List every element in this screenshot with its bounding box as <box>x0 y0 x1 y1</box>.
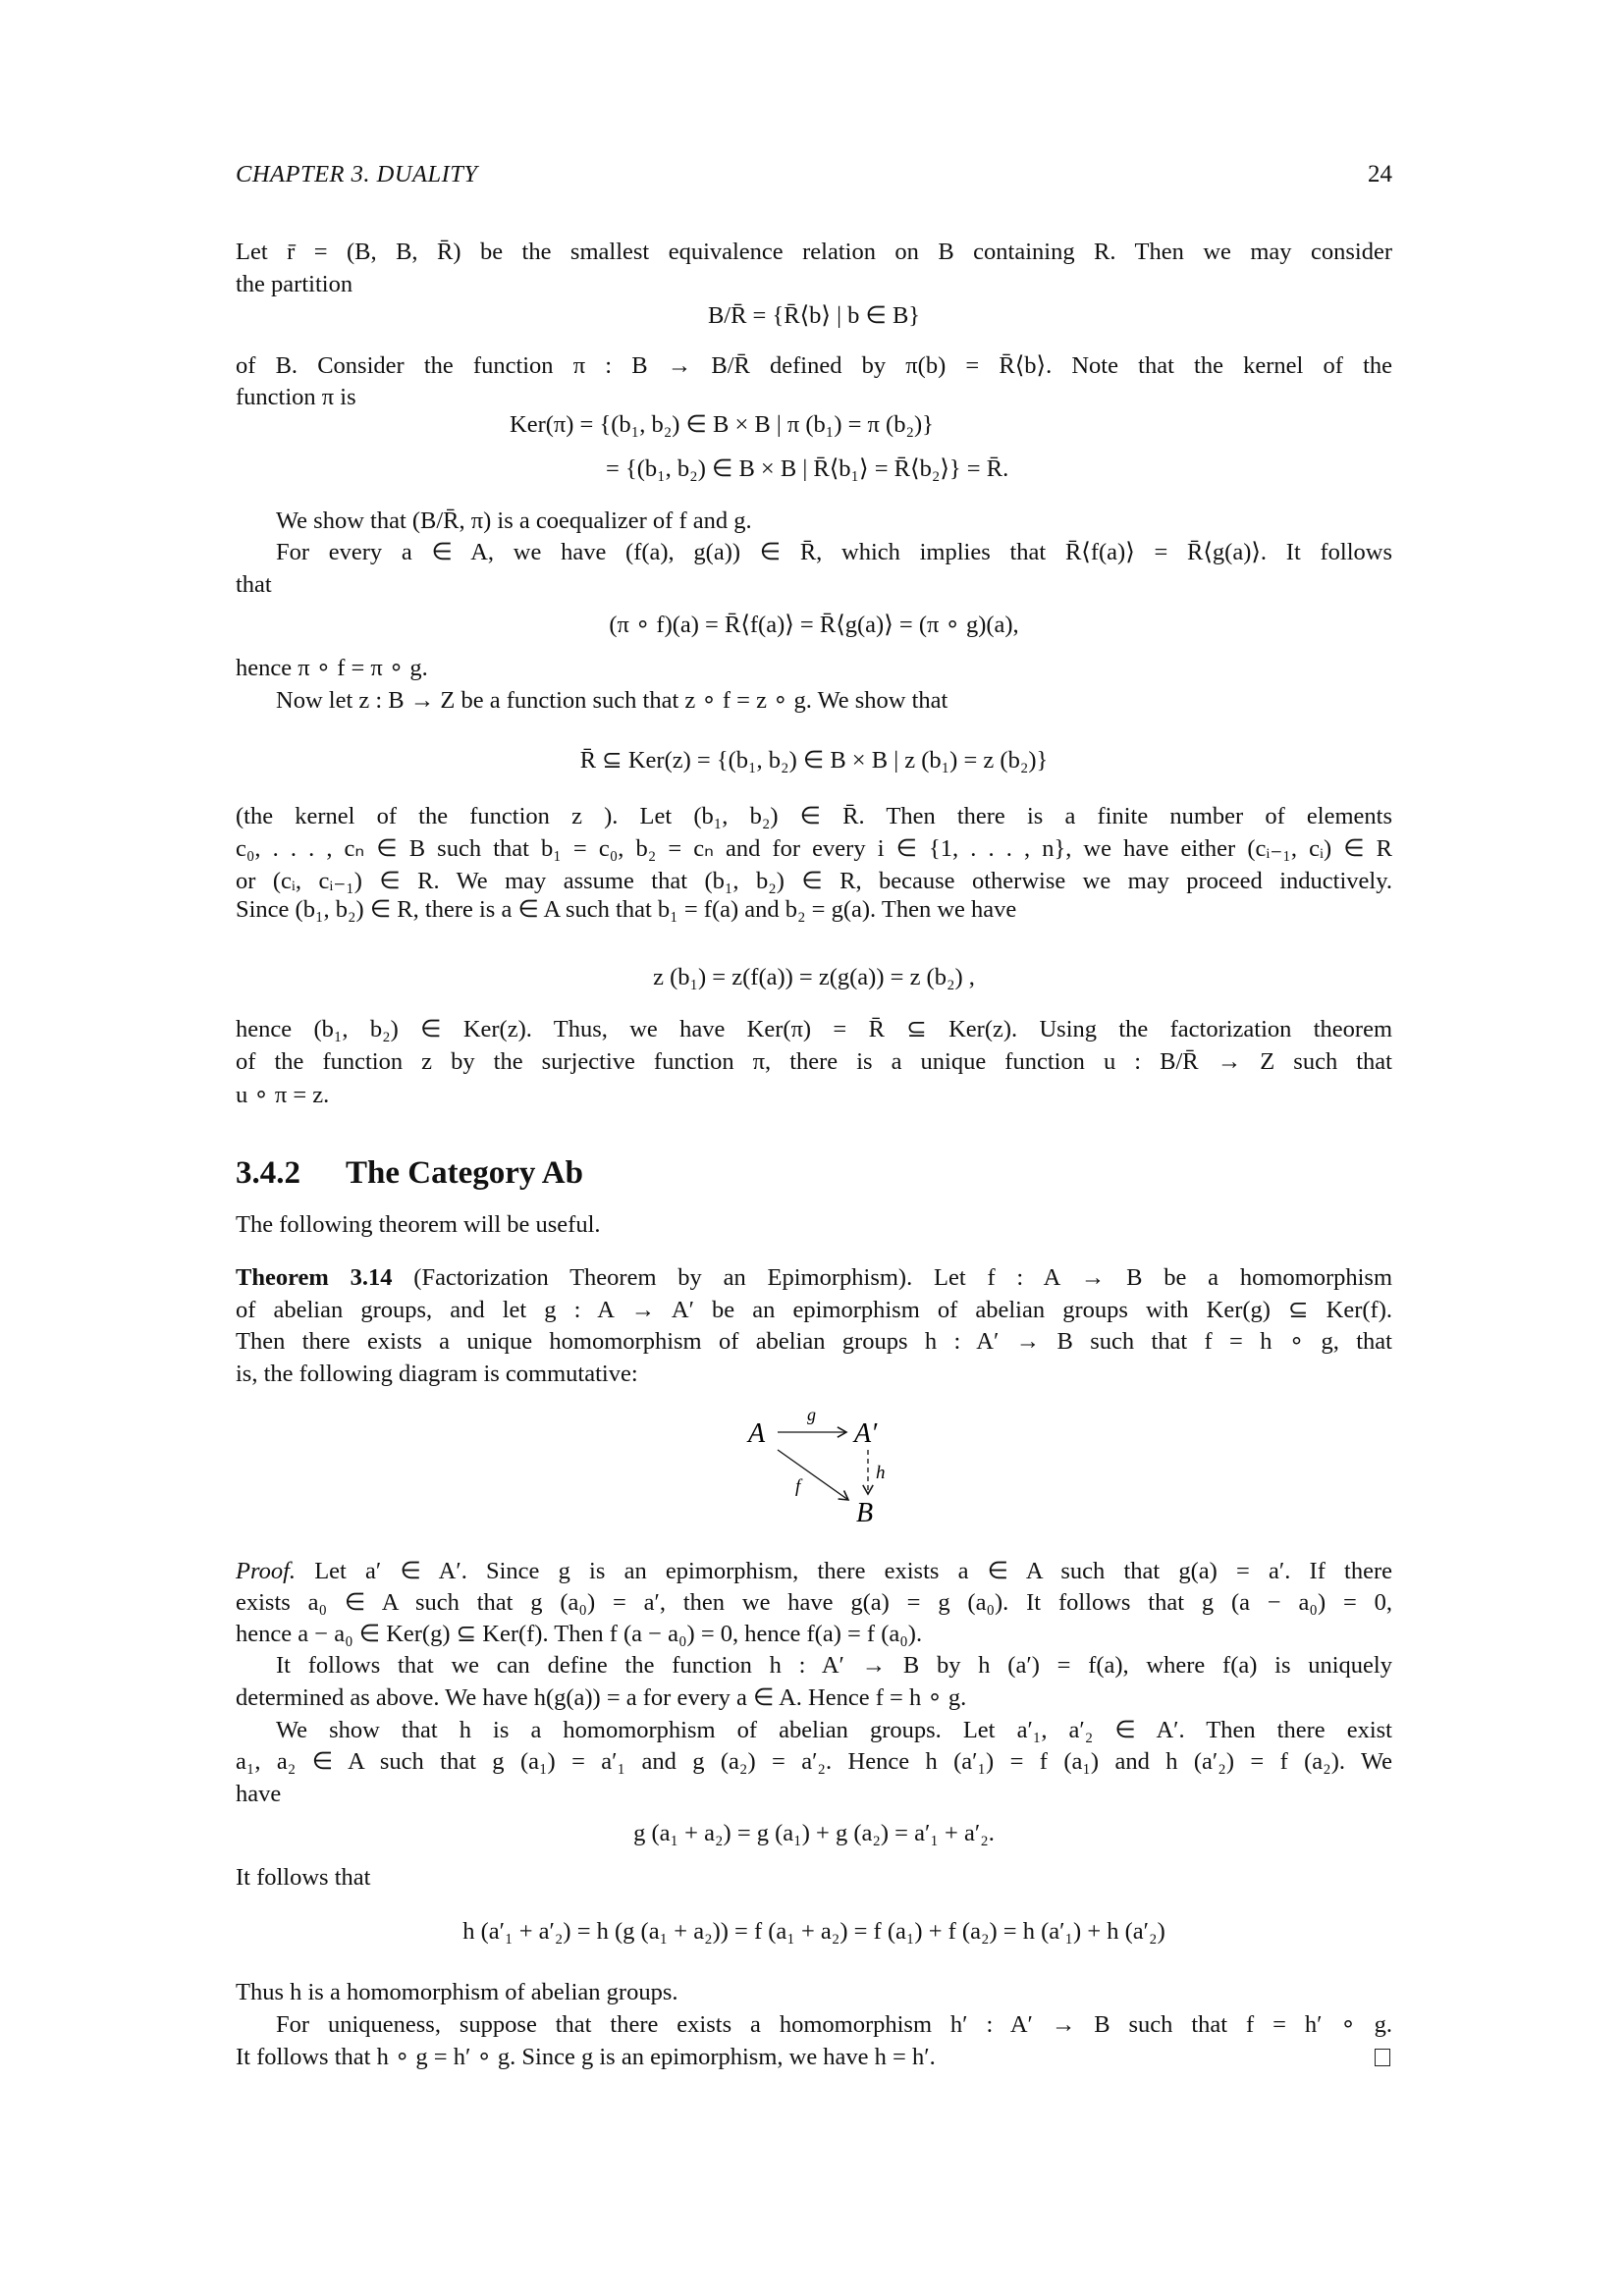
proof-line: have <box>236 1781 282 1807</box>
proof-line: It follows that <box>236 1864 371 1891</box>
proof-line <box>236 1555 1392 1588</box>
text-line: that <box>236 571 272 598</box>
display-equation: B/R̄ = {R̄⟨b⟩ | b ∈ B} <box>707 302 921 329</box>
proof-line: hence a − a₀ ∈ Ker(g) ⊆ Ker(f). Then f (a − a₀) = 0, hence f(a) = f (a₀). <box>236 1621 923 1647</box>
text-line: For every a ∈ A, we have (f(a), g(a)) ∈ R̄, which implies that R̄⟨f(a)⟩ = R̄⟨g(a)⟩. It follows <box>276 539 1392 565</box>
text-line: or (cᵢ, cᵢ₋₁) ∈ R. We may assume that (b₁, b₂) ∈ R, because otherwise we may proceed inductively. <box>236 868 1392 894</box>
proof-line: determined as above. We have h(g(a)) = a for every a ∈ A. Hence f = h ∘ g. <box>236 1684 967 1711</box>
proof-line: It follows that h ∘ g = h′ ∘ g. Since g is an epimorphism, we have h = h′. <box>236 2044 936 2070</box>
proof-line: For uniqueness, suppose that there exists a homomorphism h′ : A′ → B such that f = h′ ∘ g. <box>276 2011 1392 2038</box>
display-equation: z (b₁) = z(f(a)) = z(g(a)) = z (b₂) , <box>653 964 975 990</box>
text-line: Since (b₁, b₂) ∈ R, there is a ∈ A such that b₁ = f(a) and b₂ = g(a). Then we have <box>236 896 1017 923</box>
proof-line: a₁, a₂ ∈ A such that g (a₁) = a′₁ and g (a₂) = a′₂. Hence h (a′₁) = f (a₁) and h (a′₂) = f (a₂). We <box>236 1748 1392 1775</box>
running-header: CHAPTER 3. DUALITY <box>236 161 478 187</box>
diagram-node-b: B <box>856 1498 874 1528</box>
text-line: (the kernel of the function z ). Let (b₁, b₂) ∈ R̄. Then there is a finite number of elements <box>236 803 1392 829</box>
proof-line: exists a₀ ∈ A such that g (a₀) = a′, then we have g(a) = g (a₀). It follows that g (a − a₀) = 0, <box>236 1589 1392 1616</box>
diagram-node-a: A <box>748 1418 766 1449</box>
proof-text: Let a′ ∈ A′. Since g is an epimorphism, there exists a ∈ A such that g(a) = a′. If there <box>314 1558 1393 1584</box>
text-line: We show that (B/R̄, π) is a coequalizer of f and g. <box>276 507 752 534</box>
arrow-f <box>778 1450 848 1500</box>
text-line: The following theorem will be useful. <box>236 1211 601 1238</box>
page-number: 24 <box>1368 161 1392 187</box>
section-number: 3.4.2 <box>236 1155 300 1191</box>
text-line: of the function z by the surjective function π, there is a unique function u : B/R̄ → Z such that <box>236 1048 1392 1075</box>
theorem-line: of abelian groups, and let g : A → A′ be an epimorphism of abelian groups with Ker(g) ⊆ Ker(f). <box>236 1297 1392 1323</box>
qed-square-icon <box>1375 2049 1390 2066</box>
section-title: The Category Ab <box>346 1155 583 1191</box>
diagram-node-a-prime: A′ <box>854 1418 878 1449</box>
text-line: the partition <box>236 271 353 297</box>
text-line: Now let z : B → Z be a function such that z ∘ f = z ∘ g. We show that <box>276 687 948 714</box>
theorem-label: Theorem 3.14 <box>236 1264 393 1291</box>
text-line: u ∘ π = z. <box>236 1082 330 1108</box>
proof-line: We show that h is a homomorphism of abelian groups. Let a′₁, a′₂ ∈ A′. Then there exist <box>276 1717 1392 1743</box>
commutative-diagram <box>727 1399 923 1536</box>
proof-line: It follows that we can define the function h : A′ → B by h (a′) = f(a), where f(a) is uniquely <box>276 1652 1392 1679</box>
label-h: h <box>876 1463 886 1483</box>
label-g: g <box>807 1405 816 1424</box>
text-line: function π is <box>236 384 356 410</box>
display-equation: R̄ ⊆ Ker(z) = {(b₁, b₂) ∈ B × B | z (b₁) = z (b₂)} <box>579 747 1049 774</box>
text-line: c₀, . . . , cₙ ∈ B such that b₁ = c₀, b₂ = cₙ and for every i ∈ {1, . . . , n}, we have either (cᵢ₋₁, cᵢ) ∈ R <box>236 835 1392 862</box>
section-heading <box>236 1151 1392 1195</box>
theorem-line <box>236 1261 1392 1295</box>
display-equation: Ker(π) = {(b₁, b₂) ∈ B × B | π (b₁) = π (b₂)} <box>510 411 934 438</box>
theorem-line: is, the following diagram is commutative: <box>236 1361 638 1387</box>
display-equation: h (a′₁ + a′₂) = h (g (a₁ + a₂)) = f (a₁ + a₂) = f (a₁) + f (a₂) = h (a′₁) + h (a′₂) <box>462 1918 1165 1945</box>
proof-label: Proof. <box>236 1558 297 1584</box>
text-line: hence π ∘ f = π ∘ g. <box>236 655 428 681</box>
proof-line: Thus h is a homomorphism of abelian groups. <box>236 1979 678 2005</box>
text-line: Let r̄ = (B, B, R̄) be the smallest equivalence relation on B containing R. Then we may consider <box>236 239 1392 265</box>
text-line: hence (b₁, b₂) ∈ Ker(z). Thus, we have Ker(π) = R̄ ⊆ Ker(z). Using the factorization theorem <box>236 1016 1392 1042</box>
label-f: f <box>795 1476 801 1497</box>
theorem-text: (Factorization Theorem by an Epimorphism). Let f : A → B be a homomorphism <box>413 1264 1393 1291</box>
display-equation: (π ∘ f)(a) = R̄⟨f(a)⟩ = R̄⟨g(a)⟩ = (π ∘ g)(a), <box>609 612 1019 638</box>
display-equation: g (a₁ + a₂) = g (a₁) + g (a₂) = a′₁ + a′₂. <box>633 1820 995 1846</box>
display-equation: = {(b₁, b₂) ∈ B × B | R̄⟨b₁⟩ = R̄⟨b₂⟩} = R̄. <box>606 455 1009 482</box>
theorem-line: Then there exists a unique homomorphism of abelian groups h : A′ → B such that f = h ∘ g, that <box>236 1328 1392 1355</box>
text-line: of B. Consider the function π : B → B/R̄ defined by π(b) = R̄⟨b⟩. Note that the kernel of the <box>236 352 1392 379</box>
